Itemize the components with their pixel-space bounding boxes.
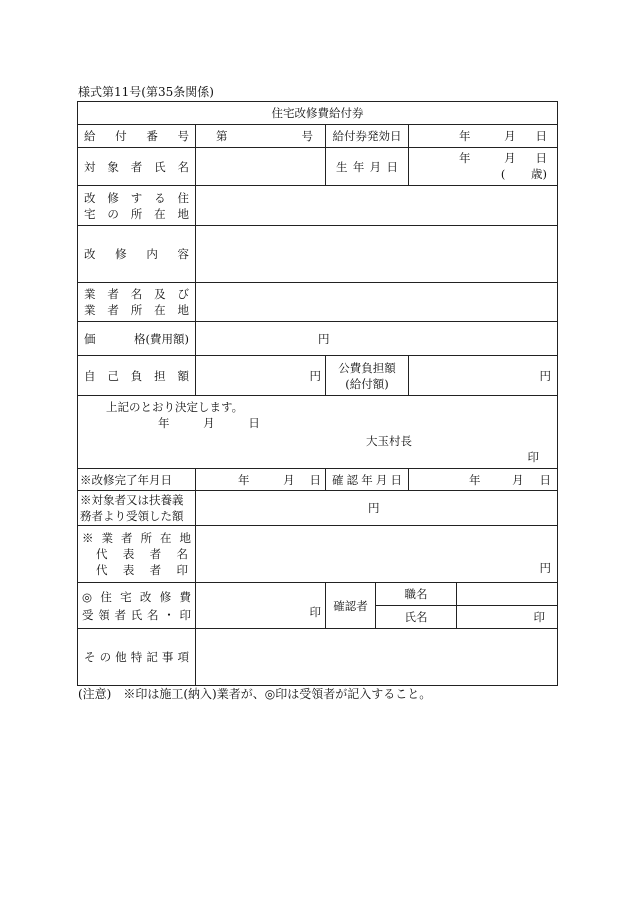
decision-text: 上記のとおり決定します。: [106, 400, 244, 414]
year-unit: 年: [459, 151, 471, 165]
voucher-form-table: [77, 101, 558, 686]
label-checker: 確認者: [326, 583, 376, 629]
label-other-notes: その他特記事項: [78, 629, 196, 686]
form-title: 住宅改修費給付券: [78, 102, 558, 125]
form-number-header: 様式第11号(第35条関係): [78, 85, 214, 99]
label-checker-name: 氏名: [376, 606, 457, 629]
field-checker-name[interactable]: [457, 606, 558, 629]
mayor-title: 大玉村長: [366, 434, 412, 448]
decision-date[interactable]: 年 月 日: [158, 416, 260, 430]
field-confirm-date[interactable]: 年 月 日: [409, 469, 558, 491]
label-completion-date: ※改修完了年月日: [78, 469, 196, 491]
label-contractor-rep: ※業者所在地 代表者名 代表者印: [78, 526, 196, 583]
seal-mark: 印: [533, 610, 546, 624]
field-self-pay[interactable]: [196, 356, 326, 396]
footnote: (注意) ※印は施工(納入)業者が、◎印は受領者が記入すること。: [78, 687, 432, 701]
age-open-paren: (: [500, 167, 506, 181]
label-birth-date: 生年月日: [326, 148, 409, 186]
day-unit: 日: [535, 129, 548, 143]
label-received-amount: ※対象者又は扶養義 務者より受領した額: [78, 491, 196, 526]
field-public-pay[interactable]: [409, 356, 558, 396]
field-issue-date[interactable]: [409, 125, 558, 148]
field-house-address[interactable]: [196, 186, 558, 226]
field-recipient[interactable]: [196, 583, 326, 629]
age-unit: 歳): [531, 167, 548, 181]
label-contractor: 業者名及び 業者所在地: [78, 283, 196, 322]
field-subject-name[interactable]: [196, 148, 326, 186]
label-post: 職名: [376, 583, 457, 606]
seal-mark: 印: [309, 605, 321, 619]
month-unit: 月: [504, 151, 516, 165]
yen-unit: 円: [309, 368, 321, 383]
label-benefit-number: 給付番号: [78, 125, 196, 148]
mayor-seal: 印: [527, 450, 540, 464]
field-price[interactable]: [196, 322, 558, 356]
field-contractor[interactable]: [196, 283, 558, 322]
label-self-pay: 自己負担額: [78, 356, 196, 396]
label-confirm-date: 確認年月日: [326, 469, 409, 491]
day-unit: 日: [535, 151, 548, 165]
label-subject-name: 対象者氏名: [78, 148, 196, 186]
field-benefit-number[interactable]: [196, 125, 326, 148]
yen-unit: 円: [539, 368, 552, 383]
label-public-pay: 公費負担額 (給付額): [326, 356, 409, 396]
field-received-amount[interactable]: [196, 491, 558, 526]
field-other-notes[interactable]: [196, 629, 558, 686]
label-renovation-content: 改修内容: [78, 226, 196, 283]
number-prefix: 第: [216, 129, 228, 143]
label-issue-date: 給付券発効日: [326, 125, 409, 148]
number-suffix: 号: [301, 129, 313, 143]
yen-unit: 円: [318, 331, 330, 346]
field-renovation-content[interactable]: [196, 226, 558, 283]
label-recipient: ◎住宅改修費 受領者氏名・印: [78, 583, 196, 629]
month-unit: 月: [504, 129, 516, 143]
field-contractor-rep[interactable]: [196, 526, 558, 583]
decision-block: [78, 396, 558, 469]
year-unit: 年: [459, 129, 471, 143]
field-post[interactable]: [457, 583, 558, 606]
label-house-address: 改修する住 宅の所在地: [78, 186, 196, 226]
yen-unit: 円: [539, 561, 552, 575]
field-birth-date[interactable]: [409, 148, 558, 186]
label-price: 価 格(費用額): [78, 322, 196, 356]
yen-unit: 円: [368, 501, 380, 515]
field-completion-date[interactable]: 年 月 日: [196, 469, 326, 491]
